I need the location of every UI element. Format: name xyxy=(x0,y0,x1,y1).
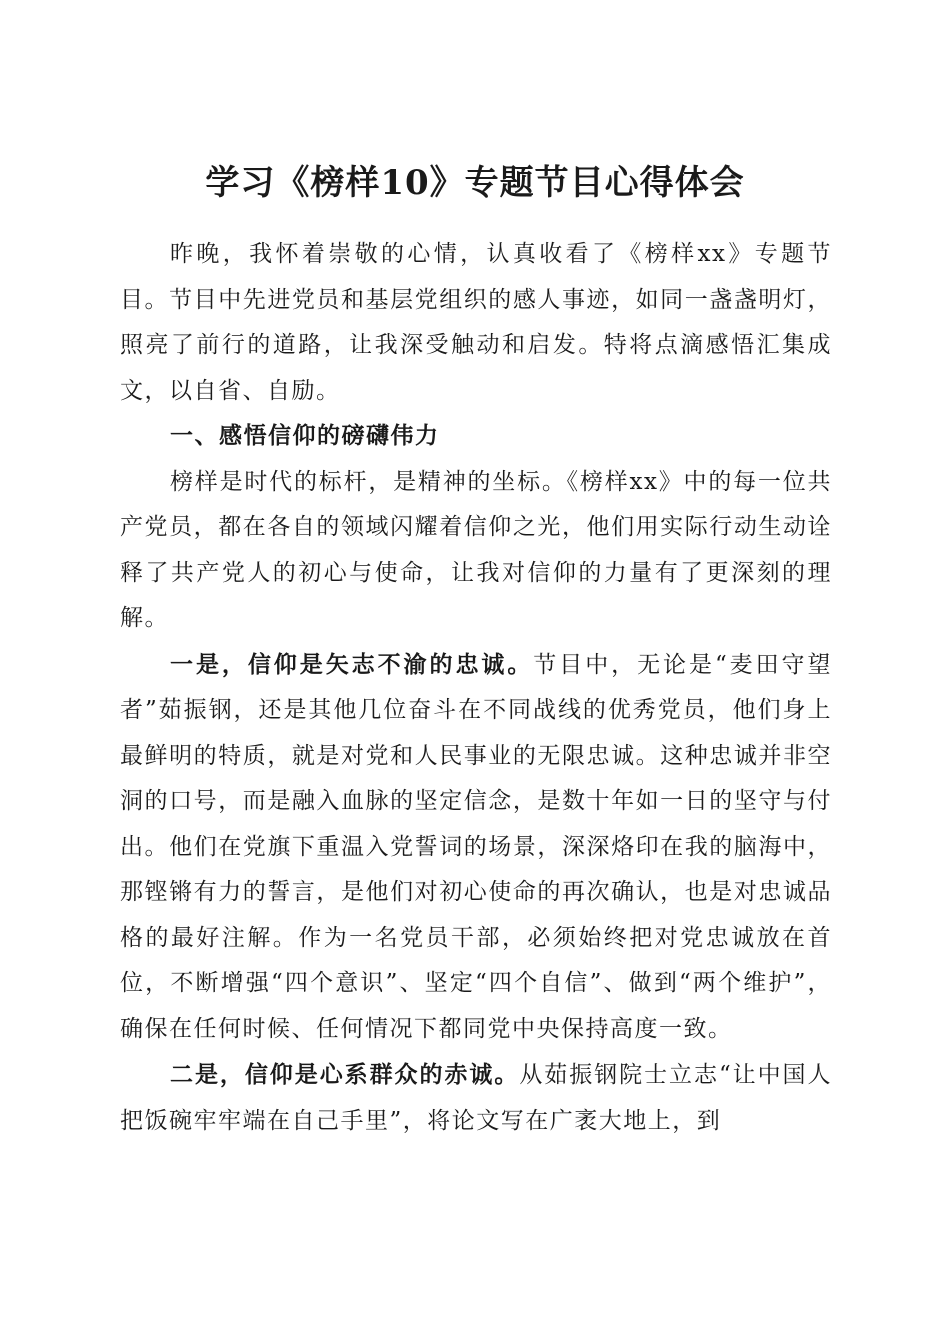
point-two-paragraph xyxy=(120,1052,832,1144)
document-body xyxy=(120,232,832,1144)
section-heading-text: 一、感悟信仰的磅礴伟力 xyxy=(170,423,440,449)
paragraph-text: 节目中，无论是“麦田守望者”茹振钢，还是其他几位奋斗在不同战线的优秀党员，他们身上最鲜明的特质，就是对党和人民事业的无限忠诚。这种忠诚并非空洞的口号，而是融入血脉的坚定信念，是数十年如一日的坚守与付出。他们在党旗下重温入党誓词的场景，深深烙印在我的脑海中，那铿锵有力的誓言，是他们对初心使命的再次确认，也是对忠诚品格的最好注解。作为一名党员干部，必须始终把对党忠诚放在首位，不断增强“四个意识”、坚定“四个自信”、做到“两个维护”，确保在任何时候、任何情况下都同党中央保持高度一致。 xyxy=(120,651,832,1042)
point-lead: 一是，信仰是矢志不渝的忠诚。 xyxy=(170,650,534,678)
section-intro-paragraph xyxy=(120,460,832,642)
page-title: 学习《榜样10》专题节目心得体会 xyxy=(205,162,745,203)
paragraph-text: 从茹振钢院士立志“让中国人把饭碗牢牢端在自己手里”，将论文写在广袤大地上，到 xyxy=(120,1062,833,1134)
paragraph-text: 昨晚，我怀着崇敬的心情，认真收看了《榜样xx》专题节目。节目中先进党员和基层党组织的感人事迹，如同一盏盏明灯，照亮了前行的道路，让我深受触动和启发。特将点滴感悟汇集成文，以自省、自励。 xyxy=(120,241,832,404)
point-one-paragraph xyxy=(120,642,832,1053)
section-heading xyxy=(120,414,832,460)
intro-paragraph xyxy=(120,232,832,414)
paragraph-text: 榜样是时代的标杆，是精神的坐标。《榜样xx》中的每一位共产党员，都在各自的领域闪耀着信仰之光，他们用实际行动生动诠释了共产党人的初心与使命，让我对信仰的力量有了更深刻的理解。 xyxy=(120,468,832,631)
point-lead: 二是，信仰是心系群众的赤诚。 xyxy=(170,1061,520,1088)
